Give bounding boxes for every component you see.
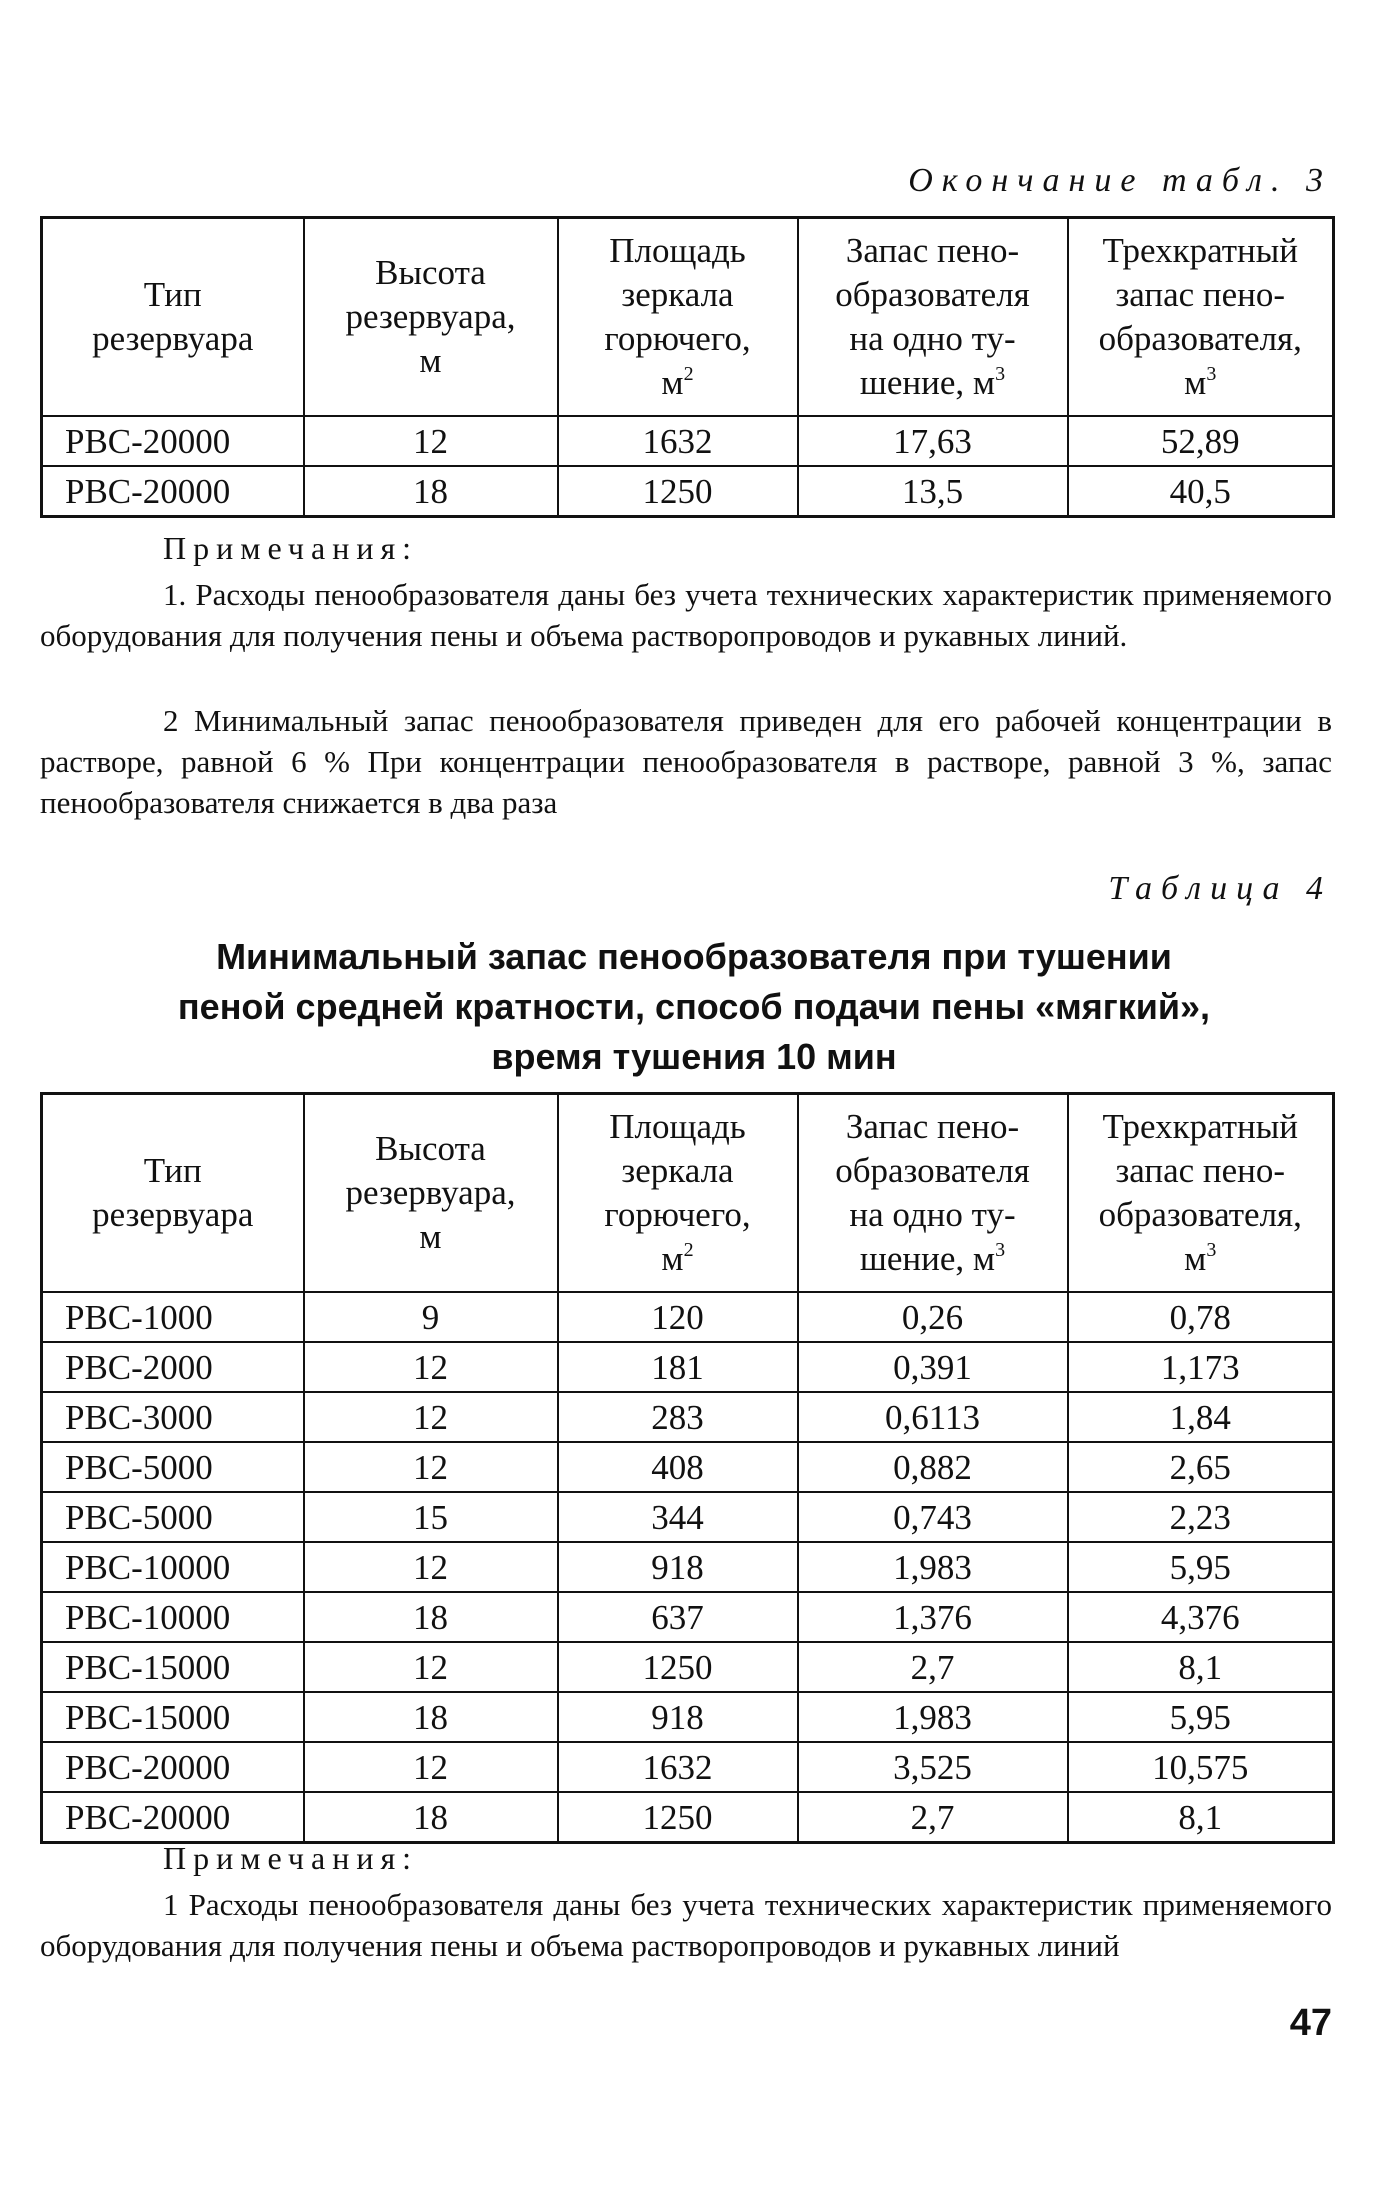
cell-surface-area: 1250	[558, 466, 798, 517]
cell-tank-height: 15	[304, 1492, 558, 1542]
cell-reserve-triple: 52,89	[1068, 416, 1334, 466]
header-tank-height: Высота резервуара, м	[304, 218, 558, 417]
table-row	[42, 1342, 1334, 1392]
notes1-item-1: 1. Расходы пенообразователя даны без учета технических характеристик применяемого оборудования для получения пены и объема растворопроводов и рукавных линий.	[40, 577, 1332, 653]
table3	[40, 216, 1335, 518]
cell-surface-area: 1632	[558, 1742, 798, 1792]
header-tank-height: Высота резервуара, м	[304, 1094, 558, 1293]
cell-reserve-triple: 40,5	[1068, 466, 1334, 517]
cell-tank-height: 18	[304, 1692, 558, 1742]
table-row	[42, 466, 1334, 517]
table-row	[42, 1442, 1334, 1492]
notes1-title: Примечания:	[163, 530, 419, 566]
header-surface-area: Площадь зеркала горючего, $м^2$	[558, 218, 798, 417]
cell-tank-type: РВС-15000	[42, 1692, 304, 1742]
cell-tank-type: РВС-20000	[42, 1742, 304, 1792]
table4-title-line-2: пеной средней кратности, способ подачи пены «мягкий»,	[177, 986, 1211, 1027]
cell-reserve-one: 3,525	[798, 1742, 1068, 1792]
table4-title-line-1: Минимальный запас пенообразователя при тушении	[216, 936, 1172, 977]
cell-reserve-triple: 10,575	[1068, 1742, 1334, 1792]
cell-reserve-one: 13,5	[798, 466, 1068, 517]
cell-tank-type: РВС-20000	[42, 1792, 304, 1843]
table-row	[42, 1642, 1334, 1692]
cell-tank-type: РВС-15000	[42, 1642, 304, 1692]
cell-surface-area: 120	[558, 1292, 798, 1342]
table-row	[42, 1292, 1334, 1342]
cell-surface-area: 1250	[558, 1792, 798, 1843]
table3-header-row	[42, 218, 1334, 417]
cell-reserve-triple: 8,1	[1068, 1792, 1334, 1843]
header-reserve-triple: Трехкратный запас пено- образователя, $м^3$	[1068, 1094, 1334, 1293]
cell-tank-type: РВС-10000	[42, 1542, 304, 1592]
cell-tank-type: РВС-3000	[42, 1392, 304, 1442]
table4-caption: Таблица 4	[1108, 870, 1332, 907]
cell-tank-height: 12	[304, 1542, 558, 1592]
cell-surface-area: 918	[558, 1542, 798, 1592]
cell-reserve-triple: 2,65	[1068, 1442, 1334, 1492]
header-tank-type: Тип резервуара	[42, 218, 304, 417]
table-row	[42, 1792, 1334, 1843]
table-row	[42, 1692, 1334, 1742]
table-row	[42, 416, 1334, 466]
header-reserve-one: Запас пено- образователя на одно ту- шение, $м^3$	[798, 218, 1068, 417]
cell-reserve-one: 1,983	[798, 1692, 1068, 1742]
table-row	[42, 1542, 1334, 1592]
cell-reserve-one: 0,882	[798, 1442, 1068, 1492]
cell-reserve-triple: 0,78	[1068, 1292, 1334, 1342]
cell-reserve-one: 1,376	[798, 1592, 1068, 1642]
cell-tank-type: РВС-1000	[42, 1292, 304, 1342]
header-reserve-one: Запас пено- образователя на одно ту- шение, $м^3$	[798, 1094, 1068, 1293]
cell-surface-area: 1250	[558, 1642, 798, 1692]
cell-tank-type: РВС-2000	[42, 1342, 304, 1392]
cell-surface-area: 283	[558, 1392, 798, 1442]
cell-surface-area: 344	[558, 1492, 798, 1542]
header-tank-type: Тип резервуара	[42, 1094, 304, 1293]
cell-reserve-one: 17,63	[798, 416, 1068, 466]
cell-surface-area: 1632	[558, 416, 798, 466]
header-reserve-triple: Трехкратный запас пено- образователя, $м^3$	[1068, 218, 1334, 417]
cell-tank-height: 12	[304, 1342, 558, 1392]
cell-reserve-one: 2,7	[798, 1792, 1068, 1843]
cell-reserve-one: 0,26	[798, 1292, 1068, 1342]
cell-tank-height: 12	[304, 1442, 558, 1492]
cell-reserve-one: 2,7	[798, 1642, 1068, 1692]
cell-tank-type: РВС-10000	[42, 1592, 304, 1642]
cell-reserve-triple: 5,95	[1068, 1692, 1334, 1742]
table4-title-line-3: время тушения 10 мин	[491, 1036, 897, 1077]
cell-surface-area: 181	[558, 1342, 798, 1392]
cell-tank-height: 12	[304, 1392, 558, 1442]
cell-reserve-triple: 2,23	[1068, 1492, 1334, 1542]
cell-reserve-one: 0,743	[798, 1492, 1068, 1542]
table-row	[42, 1392, 1334, 1442]
cell-reserve-triple: 1,84	[1068, 1392, 1334, 1442]
cell-tank-height: 18	[304, 466, 558, 517]
cell-reserve-one: 0,6113	[798, 1392, 1068, 1442]
table4-header-row	[42, 1094, 1334, 1293]
cell-surface-area: 408	[558, 1442, 798, 1492]
cell-tank-height: 12	[304, 1642, 558, 1692]
cell-reserve-triple: 8,1	[1068, 1642, 1334, 1692]
cell-tank-type: РВС-20000	[42, 416, 304, 466]
table4	[40, 1092, 1335, 1844]
cell-reserve-triple: 1,173	[1068, 1342, 1334, 1392]
cell-tank-type: РВС-5000	[42, 1442, 304, 1492]
cell-tank-height: 12	[304, 416, 558, 466]
cell-tank-height: 12	[304, 1742, 558, 1792]
cell-reserve-triple: 4,376	[1068, 1592, 1334, 1642]
table3-caption: Окончание табл. 3	[908, 162, 1332, 199]
cell-reserve-one: 0,391	[798, 1342, 1068, 1392]
cell-surface-area: 637	[558, 1592, 798, 1642]
header-surface-area: Площадь зеркала горючего, $м^2$	[558, 1094, 798, 1293]
notes2-item-1: 1 Расходы пенообразователя даны без учета технических характеристик применяемого оборудования для получения пены и объема растворопроводов и рукавных линий	[40, 1887, 1332, 1963]
table-row	[42, 1492, 1334, 1542]
cell-tank-type: РВС-20000	[42, 466, 304, 517]
cell-surface-area: 918	[558, 1692, 798, 1742]
cell-reserve-triple: 5,95	[1068, 1542, 1334, 1592]
table-row	[42, 1592, 1334, 1642]
cell-reserve-one: 1,983	[798, 1542, 1068, 1592]
table-row	[42, 1742, 1334, 1792]
notes1-item-2: 2 Минимальный запас пенообразователя приведен для его рабочей концентрации в растворе, равной 6 % При концентрации пенообразователя в растворе, равной 3 %, запас пенообразователя снижается в два раза	[40, 703, 1332, 820]
cell-tank-height: 18	[304, 1792, 558, 1843]
notes2-title: Примечания:	[163, 1840, 419, 1876]
cell-tank-height: 18	[304, 1592, 558, 1642]
page-number: 47	[1289, 2002, 1332, 2044]
cell-tank-height: 9	[304, 1292, 558, 1342]
cell-tank-type: РВС-5000	[42, 1492, 304, 1542]
